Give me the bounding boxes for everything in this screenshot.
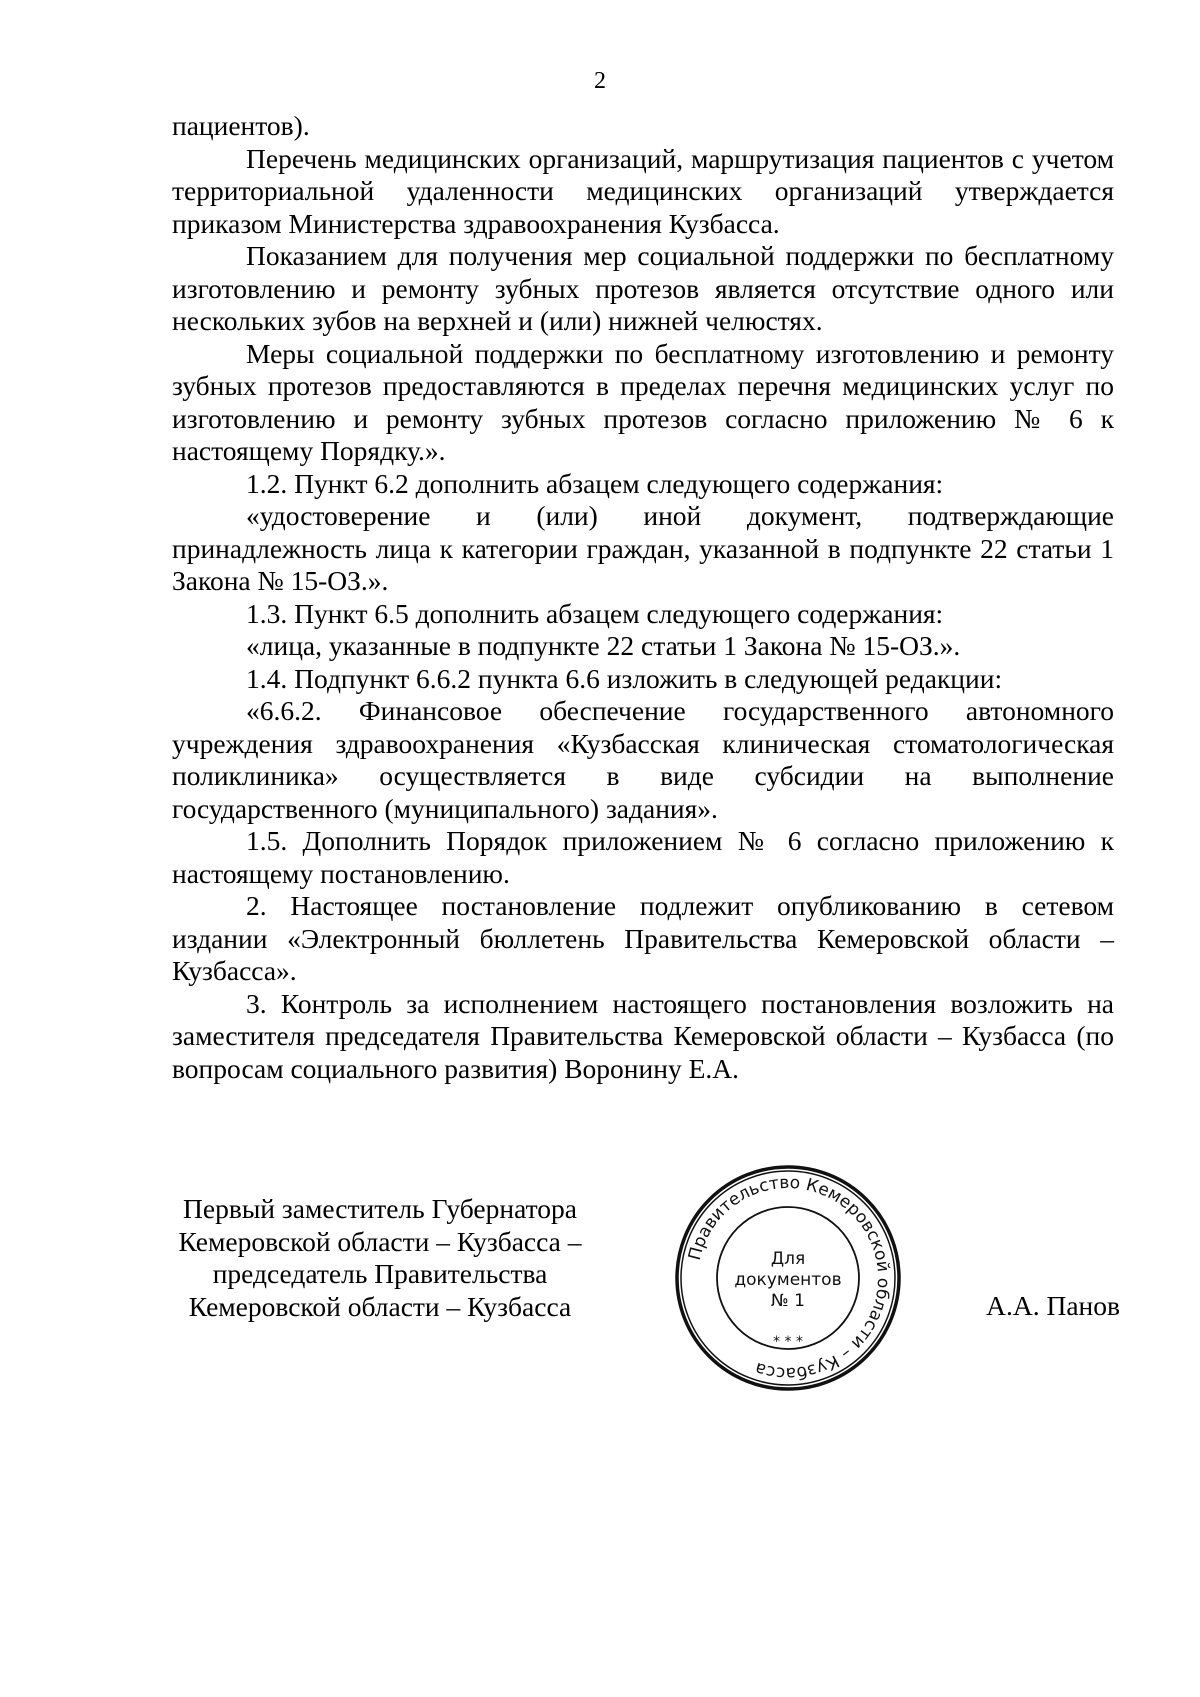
stamp-ring-text: Правительство Кемеровской области – Кузбасса [684, 1172, 894, 1384]
paragraph: 1.4. Подпункт 6.6.2 пункта 6.6 изложить в следующей редакции: [246, 662, 1003, 694]
stamp-center-line: документов [734, 1270, 842, 1290]
paragraph: «лица, указанные в подпункте 22 статьи 1 Закона № 15-ОЗ.». [246, 630, 961, 661]
signer-position-line: Первый заместитель Губернатора [183, 1193, 577, 1224]
signer-position [150, 1193, 610, 1323]
official-stamp [673, 1163, 903, 1393]
paragraph: Перечень медицинских организаций, маршрутизация пациентов с учетом территориальной удаленности медицинских организаций утверждается приказом Министерства здравоохранения Кузбасса. [172, 142, 1114, 239]
stamp-center-line: Для [770, 1249, 806, 1269]
paragraph: Меры социальной поддержки по бесплатному изготовлению и ремонту зубных протезов предоставляются в пределах перечня медицинских услуг по изготовлению и ремонту зубных протезов согласно приложению № 6 к настоящему Порядку.». [172, 337, 1114, 466]
paragraph: 1.3. Пункт 6.5 дополнить абзацем следующего содержания: [246, 597, 944, 629]
paragraph: «удостоверение и (или) иной документ, подтверждающие принадлежность лица к категории граждан, указанной в подпункте 22 статьи 1 Закона № 15-ОЗ.». [172, 500, 1114, 596]
page-number: 2 [594, 68, 606, 94]
signatory-name: А.А. Панов [986, 1290, 1120, 1321]
stamp-center-line: № 1 [771, 1291, 805, 1311]
signer-position-line: председатель Правительства [212, 1258, 548, 1289]
paragraph: Показанием для получения мер социальной поддержки по бесплатному изготовлению и ремонту зубных протезов является отсутствие одного или нескольких зубов на верхней и (или) нижней челюстях. [172, 240, 1114, 336]
document-body [172, 110, 1114, 1085]
signer-position-line: Кемеровской области – Кузбасса – [178, 1225, 582, 1257]
paragraph: 1.5. Дополнить Порядок приложением № 6 согласно приложению к настоящему постановлению. [172, 825, 1114, 889]
paragraph: 3. Контроль за исполнением настоящего постановления возложить на заместителя председателя Правительства Кемеровской области – Кузбасса (по вопросам социального развития) Воронину Е.А. [172, 987, 1114, 1084]
paragraph: 1.2. Пункт 6.2 дополнить абзацем следующего содержания: [246, 467, 944, 499]
paragraph: «6.6.2. Финансовое обеспечение государственного автономного учреждения здравоохранения «Кузбасская клиническая стоматологическая поликлиника» осуществляется в виде субсидии на выполнение государственного (муниципального) задания». [172, 695, 1114, 824]
paragraph: 2. Настоящее постановление подлежит опубликованию в сетевом издании «Электронный бюллетень Правительства Кемеровской области – Кузбасса». [172, 890, 1114, 986]
paragraph: пациентов). [172, 110, 310, 141]
signer-position-line: Кемеровской области – Кузбасса [188, 1290, 572, 1322]
stamp-stars: * * * [773, 1334, 803, 1350]
